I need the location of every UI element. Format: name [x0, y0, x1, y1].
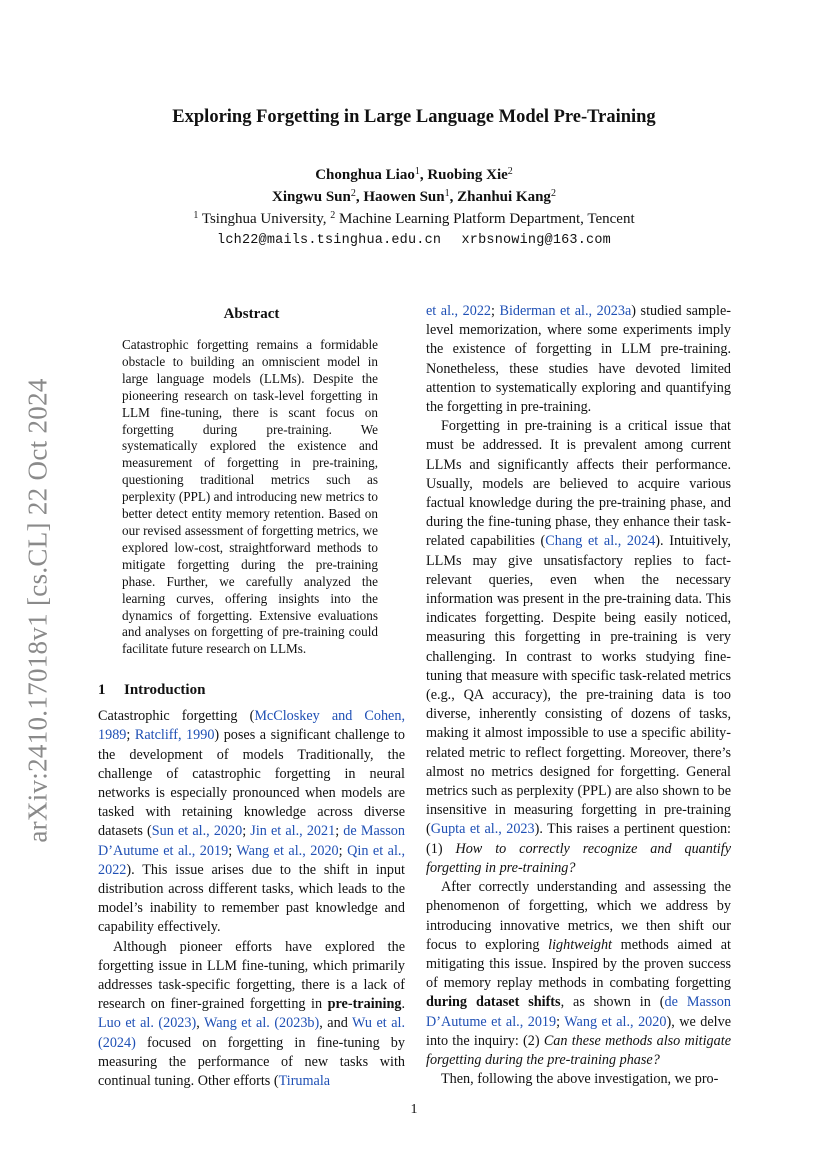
emphasis-italic: How to correctly recognize and quantify forgetting in pre-training? [426, 840, 731, 876]
text-run: ), we delve into the inquiry: (2) [426, 1013, 731, 1049]
author-name: Xingwu Sun [272, 189, 351, 205]
body-paragraph [426, 878, 731, 1070]
author-block [0, 164, 828, 252]
citation-link[interactable]: de Masson D’Autume et al., 2019 [98, 823, 405, 859]
text-run: After correctly understanding and assessing the phenomenon of forgetting, which we address by introducing innovative metrics, we then shift our focus to exploring [426, 879, 731, 953]
citation-link[interactable]: Wang et al., 2020 [236, 842, 339, 859]
citation-link[interactable]: Jin et al., 2021 [250, 823, 336, 840]
body-paragraph [426, 417, 731, 878]
text-run: Forgetting in pre-training is a critical issue that must be addressed. It is prevalent among current LLMs and significantly affects their performance. Usually, models are believed to acquire various factual knowledge during the pre-training phase, and during the fine-tuning phase, they enhance their task-related capabilities ( [426, 418, 731, 550]
affiliation-marker: 1 [414, 166, 420, 177]
affiliation-marker: 2 [350, 188, 356, 199]
text-run: focused on forgetting in fine-tuning by measuring the performance of new tasks with continual tuning. Other efforts ( [98, 1034, 405, 1090]
text-run: . [401, 996, 405, 1013]
citation-link[interactable]: de Masson D’Autume et al., 2019 [426, 994, 731, 1030]
emphasis-bold: during dataset shifts [426, 994, 561, 1011]
citation-link[interactable]: Wang et al. (2023b) [204, 1015, 320, 1032]
citation-link[interactable]: Biderman et al., 2023a [499, 303, 632, 319]
citation-link[interactable]: Wang et al., 2020 [564, 1013, 667, 1030]
citation-link[interactable]: Chang et al., 2024 [545, 533, 656, 550]
text-run: ). This issue arises due to the shift in input distribution across different tasks, which leads to the model’s inability to remember past knowledge and capability effectively. [98, 861, 405, 936]
text-run: Then, following the above investigation, we pro- [441, 1071, 719, 1088]
left-body [98, 707, 405, 1091]
text-run: ) studied sample-level memorization, where some experiments imply the existence of forgetting in LLM pre-training. Nonetheless, these studies have devoted limited attention to systematically exploring and quantifying the forgetting in pre-training. [426, 303, 731, 416]
paper-title: Exploring Forgetting in Large Language Model Pre-Training [172, 107, 656, 127]
affiliation-number: 1 [193, 210, 199, 221]
citation-link[interactable]: Ratcliff, 1990 [134, 727, 215, 744]
citation-link[interactable]: Gupta et al., 2023 [430, 821, 535, 838]
text-run: ; [228, 842, 237, 859]
text-run: methods aimed at mitigating this issue. Inspired by the proven success of memory replay methods in combating forgetting [426, 936, 731, 992]
text-run: ; [338, 842, 348, 859]
author-name: Zhanhui Kang [457, 189, 551, 205]
text-run: , as shown in ( [560, 994, 665, 1011]
section-title: Introduction [124, 682, 206, 699]
text-run: ; [126, 727, 135, 744]
section-heading-introduction [98, 682, 405, 699]
text-run: Catastrophic forgetting ( [98, 708, 255, 725]
emphasis-italic: lightweight [548, 936, 612, 953]
text-run: ; [556, 1013, 565, 1030]
right-column [426, 302, 731, 1089]
author-email[interactable]: lch22@mails.tsinghua.edu.cn [217, 233, 442, 248]
citation-link[interactable]: McCloskey and Cohen, 1989 [98, 708, 405, 744]
citation-link[interactable]: Sun et al., 2020 [151, 823, 243, 840]
abstract-heading: Abstract [223, 306, 280, 322]
page-number: 1 [410, 1102, 418, 1117]
text-run: ). Intuitively, LLMs may give unsatisfactory replies to fact-relevant queries, even when the necessary information was present in the pre-training data. This indicates forgetting. Despite being easily noticed, measuring this forgetting in pre-training is very challenging. In contrast to works studying fine-tuning that measure with specific task-related metrics (e.g., QA accuracy), the pre-training data is too diverse, inherently consisting of dozens of tasks, making it almost impossible to use a specific ability-related metric to reflect forgetting. Moreover, there’s almost no metrics designed for forgetting. General metrics such as perplexity (PPL) are also shown to be insensitive in measuring forgetting in pre-training ( [426, 533, 731, 838]
affiliation-marker: 2 [550, 188, 556, 199]
emphasis-bold: pre-training [327, 996, 402, 1013]
left-column [98, 302, 405, 1091]
text-run: ; [335, 823, 344, 840]
citation-link[interactable]: Wu et al. (2024) [98, 1015, 406, 1051]
arxiv-identifier-stamp [20, 365, 56, 855]
author-line-1: Chonghua Liao$^1$, Ruobing Xie$^2$ [315, 166, 513, 183]
section-number: 1 [98, 682, 106, 699]
affiliation-marker: 2 [507, 166, 513, 177]
author-name: Ruobing Xie [427, 167, 508, 183]
author-name: Chonghua Liao [315, 167, 415, 183]
abstract-text: Catastrophic forgetting remains a formidable obstacle to building an omniscient model in large language models (LLMs). Despite the pioneering research on task-level forgetting in LLM fine-tuning, there is scant focus on forgetting during pre-training. We systematically explored the existence and measurement of forgetting in pre-training, questioning traditional metrics such as perplexity (PPL) and introducing new metrics to better detect entity memory retention. Based on our revised assessment of forgetting metrics, we explored low-cost, straightforward methods to mitigate forgetting during the pre-training phase. Further, we carefully analyzed the learning curves, offering insights into the dynamics of forgetting. Extensive evaluations and analyses on forgetting of pre-training could facilitate future research on LLMs. [122, 337, 378, 657]
affiliation-number: 2 [330, 210, 336, 221]
affiliation-marker: 1 [444, 188, 450, 199]
text-run: , and [319, 1015, 353, 1032]
author-line-2: Xingwu Sun$^2$, Haowen Sun$^1$, Zhanhui Kang$^2$ [272, 188, 556, 205]
body-paragraph [426, 302, 731, 417]
affiliation-text: Tsinghua University [201, 211, 323, 227]
affiliation-text: Machine Learning Platform Department, Tencent [338, 211, 635, 227]
emphasis-italic: Can these methods also mitigate forgetting during the pre-training phase? [426, 1032, 731, 1068]
text-run: ; [242, 823, 251, 840]
body-paragraph [98, 938, 405, 1092]
body-paragraph [426, 1070, 731, 1089]
email-line [0, 230, 828, 252]
arxiv-identifier-text: arXiv:2410.17018v1 [cs.CL] 22 Oct 2024 [22, 377, 53, 843]
text-run: ). This raises a pertinent question: (1) [426, 821, 731, 857]
citation-link[interactable]: Qin et al., 2022 [98, 842, 406, 878]
text-run: Although pioneer efforts have explored the forgetting issue in LLM fine-tuning, which primarily addresses task-specific forgetting, there is a lack of research on finer-grained forgetting in [98, 938, 405, 1013]
body-paragraph [98, 707, 405, 937]
citation-link[interactable]: Tirumala [278, 1073, 331, 1090]
affiliations-line: $^1$ Tsinghua University, $^2$ Machine Learning Platform Department, Tencent [193, 210, 635, 227]
text-run: , [196, 1015, 205, 1032]
right-body [426, 302, 731, 1089]
author-name: Haowen Sun [363, 189, 445, 205]
text-run: ) poses a significant challenge to the development of models Traditionally, the challenge of catastrophic forgetting in neural networks is especially pronounced when models are tasked with retaining knowledge across diverse datasets ( [98, 727, 405, 840]
text-run: ; [491, 303, 500, 319]
citation-link[interactable]: et al., 2022 [426, 303, 492, 319]
author-email[interactable]: xrbsnowing@163.com [461, 233, 611, 248]
citation-link[interactable]: Luo et al. (2023) [98, 1015, 197, 1032]
